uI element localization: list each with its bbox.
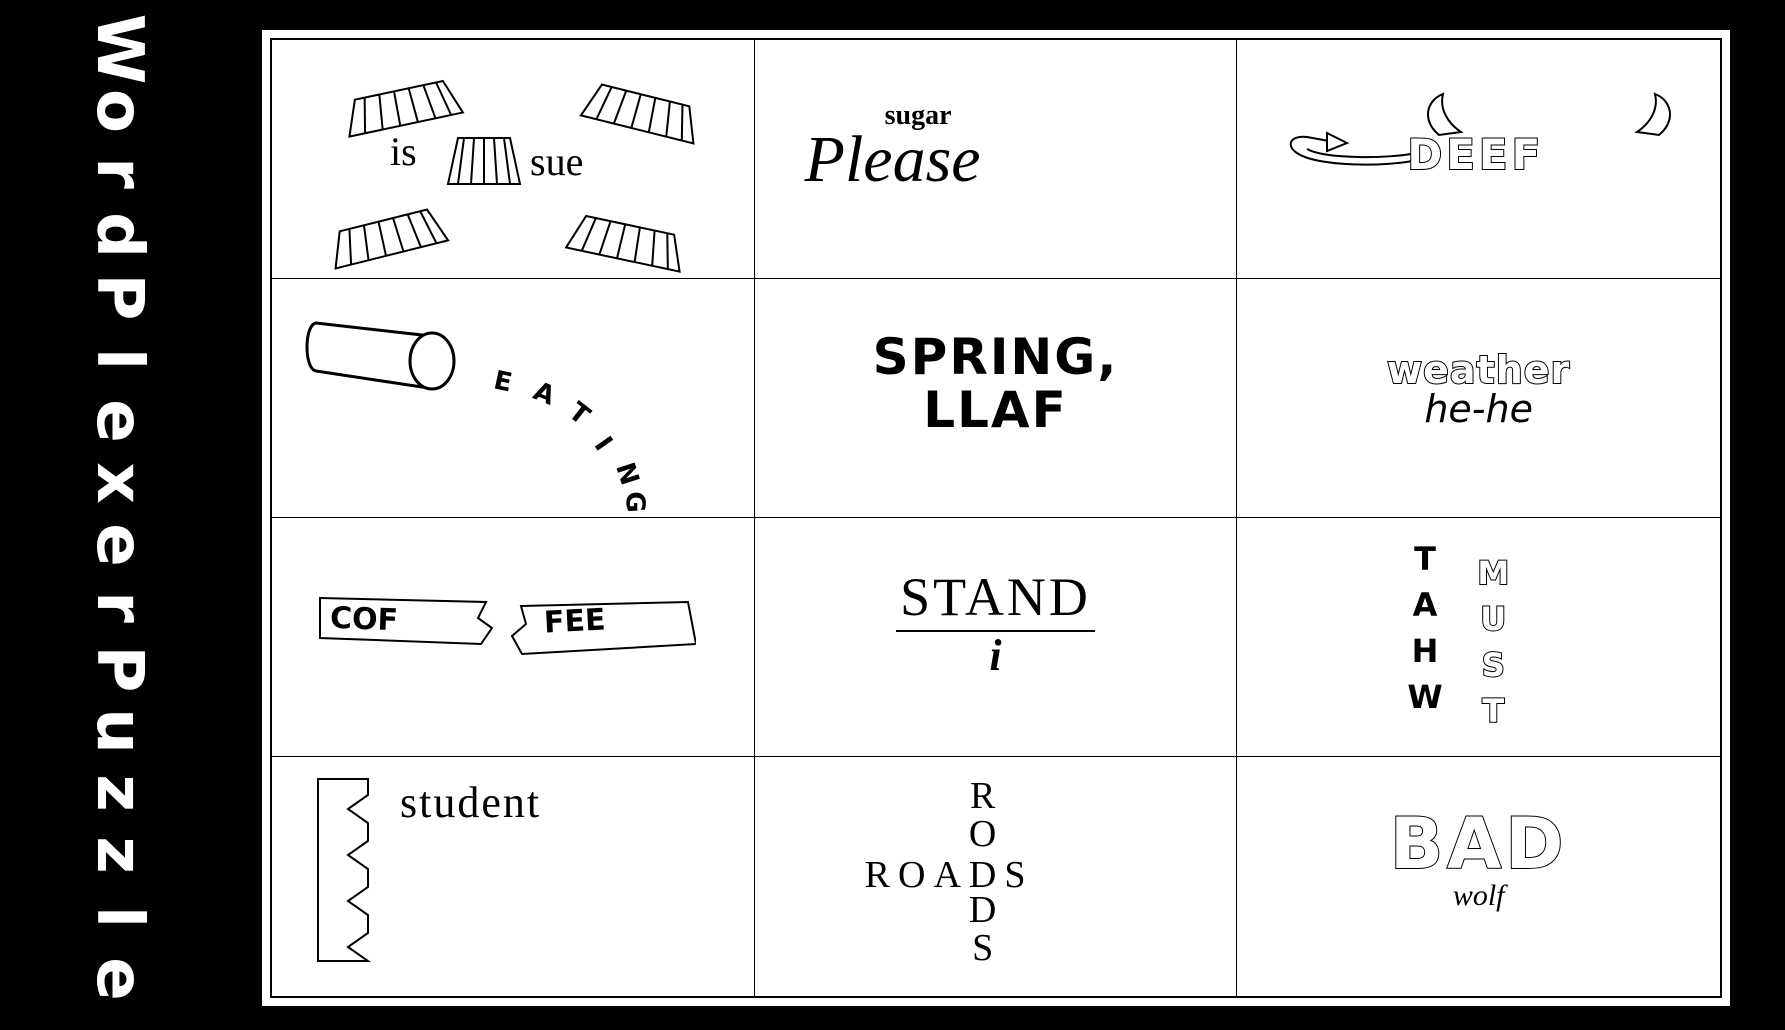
puzzle-text-word: student [400,778,542,827]
skirt-icon [317,200,457,270]
puzzle-cell-2[interactable] [755,40,1238,279]
puzzle-text-main: BAD [1389,803,1568,885]
puzzle-letter: E [491,365,515,399]
puzzle-letter: U [1480,600,1507,638]
puzzle-text-line1: SPRING, [872,328,1119,386]
title-letter: u [82,708,156,754]
title-letter: W [82,13,156,85]
puzzle-letter: T [1482,692,1505,730]
puzzle-text-left: COF [329,600,399,639]
puzzle-grid [270,38,1722,998]
puzzle-text-bottom: i [989,631,1002,680]
puzzle-cell-12[interactable] [1237,757,1720,996]
title-letter: l [82,348,156,370]
puzzle-letter: H [1411,632,1439,670]
skirt-icon [557,205,697,275]
title-letter: o [82,89,156,133]
title-letter: l [82,906,156,928]
puzzle-text-line2: LLAF [923,380,1068,439]
title-letter: z [82,836,156,874]
puzzle-letter: O [968,813,997,855]
puzzle-cell-3[interactable] [1237,40,1720,279]
title-letter: e [82,399,156,443]
puzzle-text-block [755,567,1237,680]
title-letter: P [82,273,156,321]
puzzle-letter: N [609,459,645,489]
puzzle-cell-1[interactable] [272,40,755,279]
title-strip [0,0,240,1030]
title-letter: x [82,462,156,504]
puzzle-letter: A [529,376,560,412]
puzzle-text-right: FEE [543,602,607,641]
paper-strip-icon [314,775,384,965]
skirt-icon [444,132,524,190]
puzzle-cell-11[interactable] [755,757,1238,996]
puzzle-letter: S [972,927,994,969]
puzzle-cell-6[interactable] [1237,279,1720,518]
puzzle-letter: W [1407,678,1443,716]
puzzle-letter: R [969,775,996,817]
puzzle-cell-4[interactable] [272,279,755,518]
title-letter: P [82,645,156,693]
puzzle-text-block [755,328,1237,439]
puzzle-text-block [1237,803,1720,912]
title-letter: e [82,523,156,567]
title-letter: r [82,591,156,623]
puzzle-letter: I [587,431,618,457]
cup-icon [302,313,482,393]
puzzle-letter: D [968,889,997,931]
puzzle-column-left [1407,536,1442,720]
puzzle-text-main: Please [804,123,981,196]
puzzle-text-top: weather [1387,348,1571,392]
devil-tail-icon [1277,105,1427,175]
puzzle-text-word: DEEF [1407,130,1545,179]
puzzle-text-sub: wolf [1452,879,1505,912]
puzzle-text-bottom: he-he [1424,387,1533,431]
puzzle-cell-7[interactable] [272,518,755,757]
puzzle-letter: A [1412,586,1438,624]
title-letter: z [82,774,156,812]
puzzle-text-left: is [390,129,417,174]
puzzle-letter: T [1414,540,1436,578]
skirt-icon [572,75,712,145]
puzzle-letter: S [1481,646,1505,684]
puzzle-letter: M [1477,554,1510,592]
puzzle-text-block [1237,348,1720,431]
puzzle-cell-10[interactable] [272,757,755,996]
title-letter: d [82,212,156,258]
title-letter: r [82,157,156,189]
puzzle-cell-9[interactable] [1237,518,1720,757]
puzzle-cell-5[interactable] [755,279,1238,518]
puzzle-text-top: STAND [896,570,1095,632]
puzzle-text-right: sue [530,139,584,184]
puzzle-letter: G [619,490,651,514]
puzzle-letter: T [562,396,596,432]
puzzle-text-horizontal: ROADS [864,854,1034,896]
puzzle-text-top: sugar [884,100,952,131]
puzzle-column-right [1477,550,1509,734]
title-letter: e [82,957,156,1001]
puzzle-board [262,30,1730,1006]
puzzle-cell-8[interactable] [755,518,1238,757]
